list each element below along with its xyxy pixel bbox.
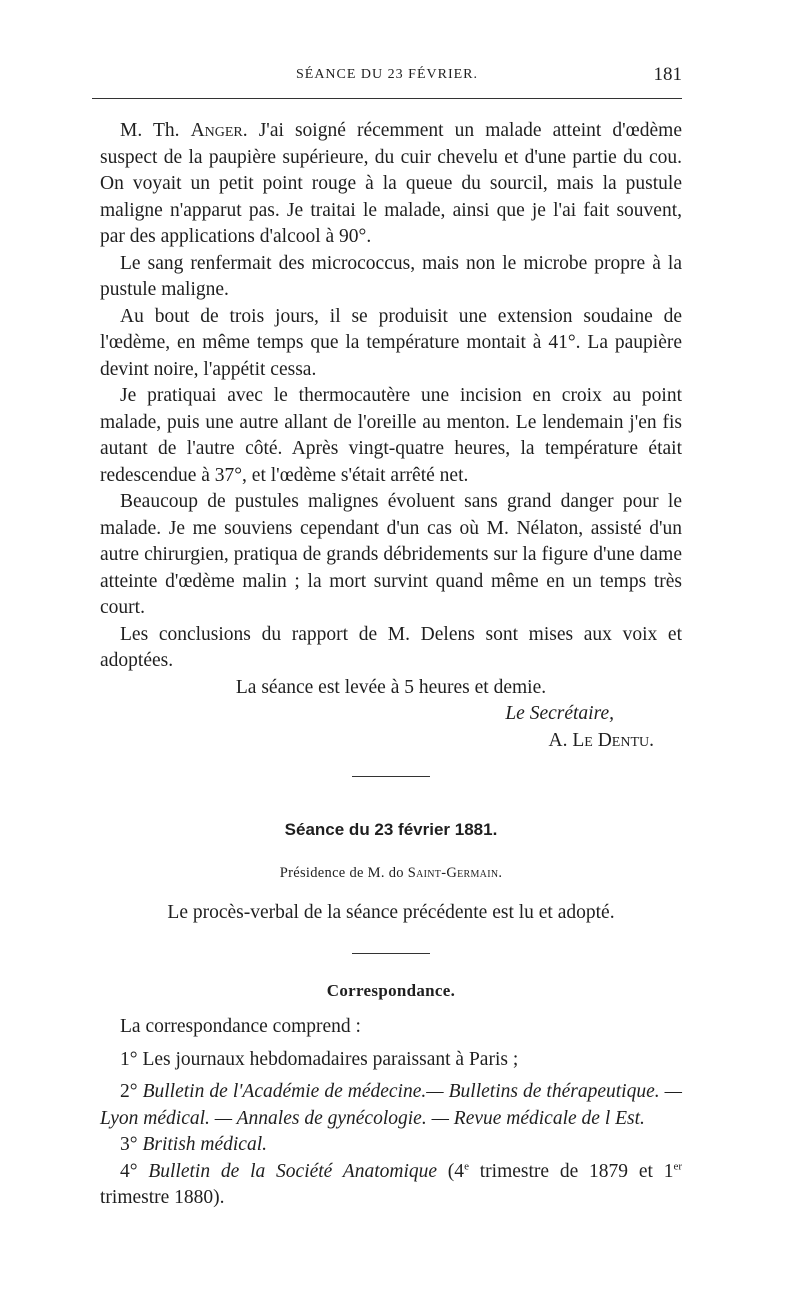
page-body: [100, 118, 682, 1212]
proces-verbal-line: Le procès-verbal de la séance précédente est lu et adopté.: [167, 902, 615, 923]
running-header: [92, 64, 682, 88]
correspondance-intro: La correspondance comprend :: [120, 1016, 361, 1037]
presidence-line: Présidence de M. do Saint-Germain.: [279, 864, 503, 881]
speech-paragraph-5: Beaucoup de pustules malignes évoluent sans grand danger pour le malade. Je me souviens cependant d'un cas où M. Nélaton, assisté d'un autre chirurgien, pratiqua de grands débridements sur la figure d'une dame atteinte d'œdème malin ; la mort survint quand même en un temps très court.: [100, 491, 682, 618]
running-title: SÉANCE DU 23 FÉVRIER.: [295, 67, 478, 82]
correspondance-divider: [352, 953, 430, 954]
correspondance-item-3: 3° British médical.: [120, 1134, 268, 1155]
conclusion-paragraph: Les conclusions du rapport de M. Delens sont mises aux voix et adoptées.: [100, 623, 682, 671]
seance-title: Séance du 23 février 1881.: [284, 820, 498, 839]
correspondance-title: Correspondance.: [326, 980, 456, 1000]
speech-paragraph-3: Au bout de trois jours, il se produisit une extension soudaine de l'œdème, en même temps que la température montait à 41°. La paupière devint noire, l'appétit cessa.: [100, 305, 682, 380]
levee-line: La séance est levée à 5 heures et demie.: [235, 676, 547, 698]
correspondance-item-4: 4° Bulletin de la Société Anatomique (4e trimestre de 1879 et 1er trimestre 1880).: [100, 1160, 682, 1208]
header-rule: [92, 98, 682, 99]
speech-paragraph-2: Le sang renfermait des micrococcus, mais non le microbe propre à la pustule maligne.: [100, 252, 682, 300]
speech-text: J'ai soigné récemment un malade atteint d'œdème suspect de la paupière supérieure, du cuir chevelu et d'une partie du cou. On voyait un petit point rouge à la queue du sourcil, mais la pustule maligne n'apparut pas. Je traitai le malade, ainsi que je l'ai fait souvent, par des applications d'alcool à 90°.: [100, 120, 682, 247]
page-number: 181: [653, 64, 682, 85]
signature-name: A. Le Dentu.: [548, 729, 654, 751]
speaker-name: Anger.: [190, 120, 248, 141]
speech-paragraph-4: Je pratiquai avec le thermocautère une incision en croix au point malade, puis une autre allant de l'oreille au menton. Le lendemain j'en fis autant de l'autre côté. Après vingt-quatre heures, la température était redescendue à 37°, et l'œdème s'était arrêté net.: [100, 385, 682, 486]
correspondance-item-1: 1° Les journaux hebdomadaires paraissant à Paris ;: [120, 1048, 519, 1070]
correspondance-item-2: 2° Bulletin de l'Académie de médecine.— Bulletins de thérapeutique. — Lyon médical. — Annales de gynécologie. — Revue médicale de l Est.: [100, 1081, 682, 1129]
speaker-initial: M. Th.: [120, 120, 191, 141]
speech-paragraph-1: [100, 118, 682, 251]
section-divider: [352, 776, 430, 777]
signature-role: Le Secrétaire,: [505, 703, 614, 724]
